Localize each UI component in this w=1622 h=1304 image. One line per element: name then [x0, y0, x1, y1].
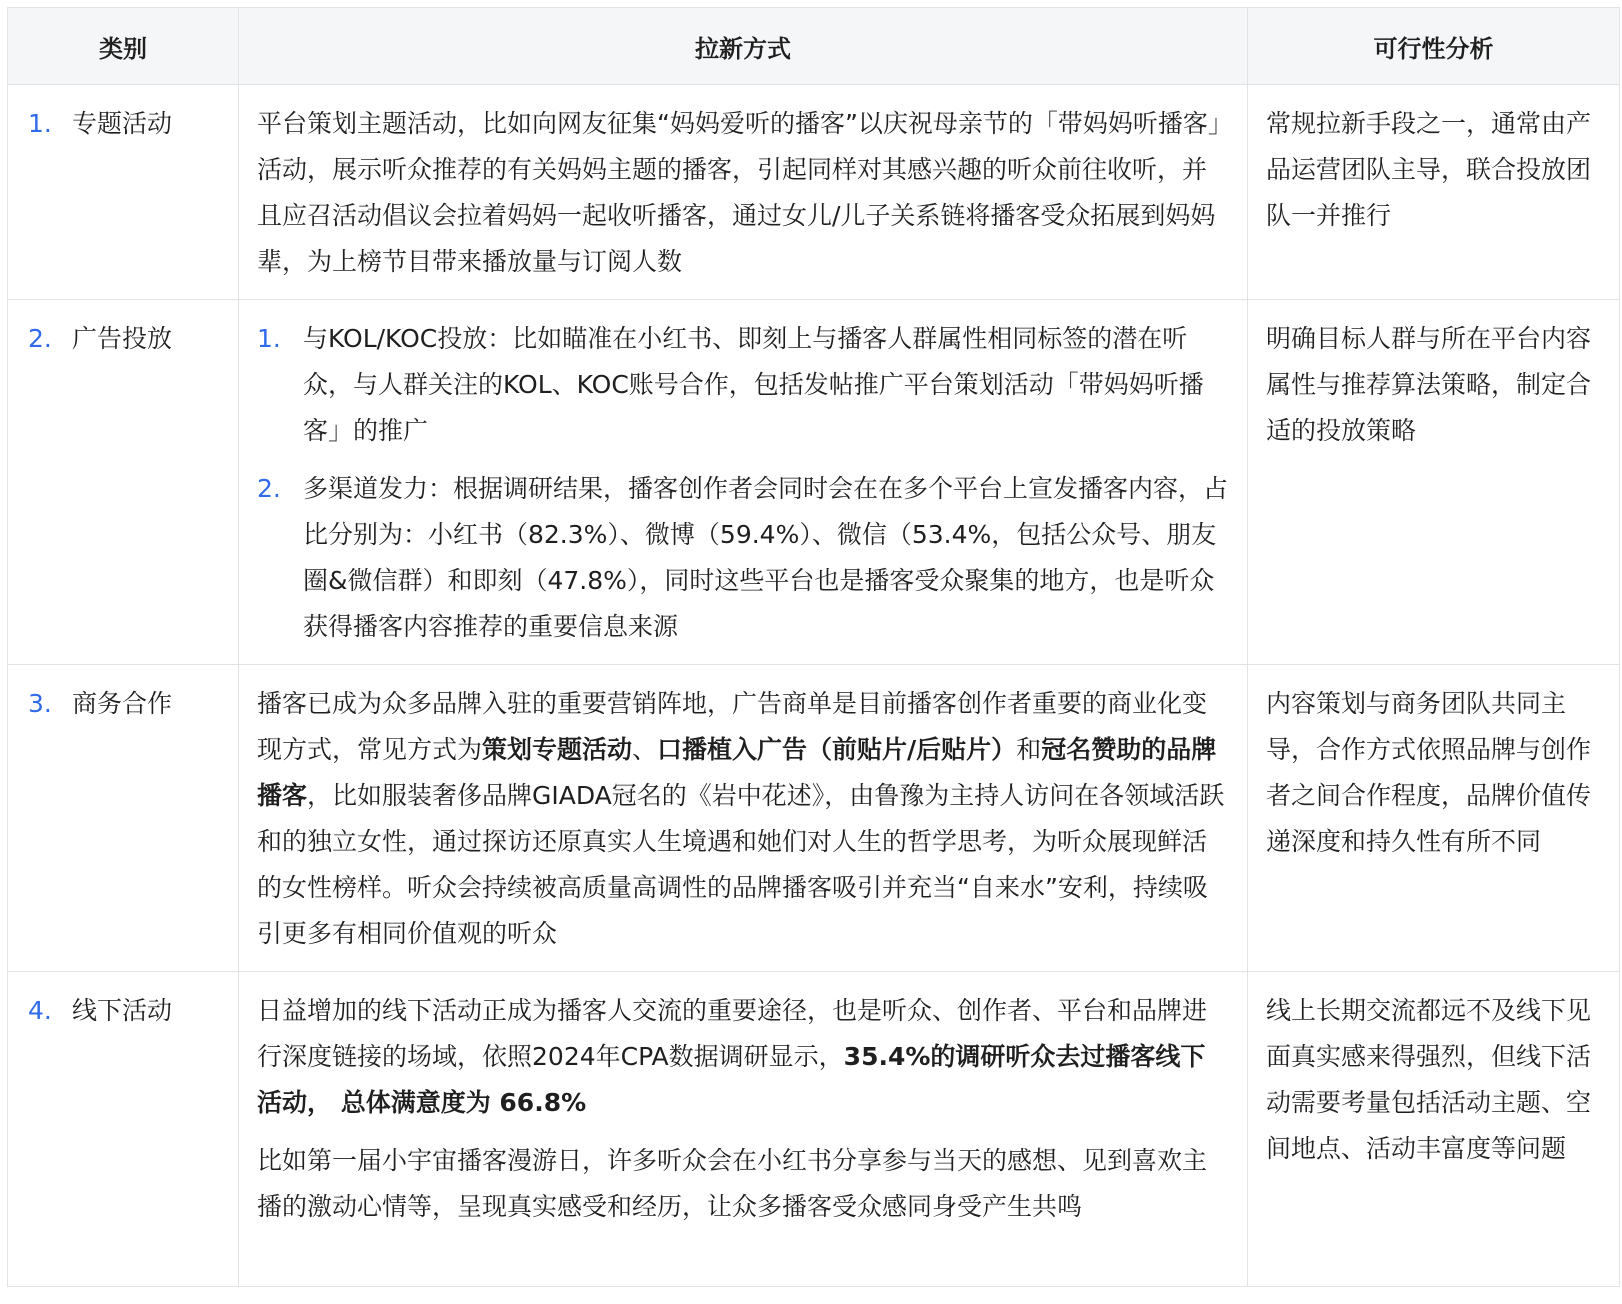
category-cell [8, 972, 239, 1287]
method-text-part: 播客已成为众多品牌入驻的重要营销阵地，广告商单是目前播客创作者重要的商业化变现方式，常见方式为 [257, 689, 1208, 764]
method-cell [239, 300, 1248, 665]
feasibility-cell [1248, 972, 1620, 1287]
sub-list-item [257, 316, 1229, 454]
feasibility-cell [1248, 300, 1620, 665]
method-paragraph: 比如第一届小宇宙播客漫游日，许多听众会在小红书分享参与当天的感想、见到喜欢主播的激动心情等，呈现真实感受和经历，让众多播客受众感同身受产生共鸣 [257, 1146, 1208, 1221]
feasibility-text: 内容策划与商务团队共同主导，合作方式依照品牌与创作者之间合作程度，品牌价值传递深度和持久性有所不同 [1266, 689, 1592, 856]
method-text-part: 、 [632, 735, 658, 764]
feasibility-cell [1248, 665, 1620, 972]
method-text-part: 和 [1016, 735, 1042, 764]
category-cell [8, 85, 239, 300]
header-category: 类别 [8, 8, 239, 85]
feasibility-text: 线上长期交流都远不及线下见面真实感来得强烈，但线下活动需要考量包括活动主题、空间地点、活动丰富度等问题 [1266, 996, 1592, 1163]
sub-item-number: 1. [257, 324, 281, 353]
table-row [8, 300, 1620, 665]
category-label: 商务合作 [72, 689, 173, 718]
method-text: 平台策划主题活动，比如向网友征集“妈妈爱听的播客”以庆祝母亲节的「带妈妈听播客」活动，展示听众推荐的有关妈妈主题的播客，引起同样对其感兴趣的听众前往收听，并且应召活动倡议会拉着妈妈一起收听播客，通过女儿/儿子关系链将播客受众拓展到妈妈辈，为上榜节目带来播放量与订阅人数 [257, 109, 1221, 276]
table-row [8, 972, 1620, 1287]
method-cell [239, 972, 1248, 1287]
feasibility-text: 常规拉新手段之一，通常由产品运营团队主导，联合投放团队一并推行 [1266, 109, 1592, 230]
table-row [8, 665, 1620, 972]
sub-item-number: 2. [257, 474, 281, 503]
row-number: 2. [28, 324, 52, 353]
header-feasibility: 可行性分析 [1248, 8, 1620, 85]
method-bold-survey-stat: 35.4%的调研听众去过播客线下活动， 总体满意度为 66.8% [257, 1042, 1206, 1117]
category-cell [8, 665, 239, 972]
method-text-part: ，比如服装奢侈品牌GIADA冠名的《岩中花述》，由鲁豫为主持人访问在各领域活跃和的独立女性，通过探访还原真实人生境遇和她们对人生的哲学思考，为听众展现鲜活的女性榜样。听众会持续被高质量高调性的品牌播客吸引并充当“自来水”安利，持续吸引更多有相同价值观的听众 [257, 781, 1225, 948]
row-number: 3. [28, 689, 52, 718]
method-cell [239, 665, 1248, 972]
row-number: 1. [28, 109, 52, 138]
sub-item-text: 与KOL/KOC投放：比如瞄准在小红书、即刻上与播客人群属性相同标签的潜在听众，与人群关注的KOL、KOC账号合作，包括发帖推广平台策划活动「带妈妈听播客」的推广 [303, 324, 1204, 445]
category-label: 广告投放 [72, 324, 173, 353]
feasibility-cell [1248, 85, 1620, 300]
sub-item-text: 多渠道发力：根据调研结果，播客创作者会同时会在在多个平台上宣发播客内容，占比分别为：小红书（82.3%）、微博（59.4%）、微信（53.4%，包括公众号、朋友圈&微信群）和即刻（47.8%），同时这些平台也是播客受众聚集的地方，也是听众获得播客内容推荐的重要信息来源 [303, 474, 1229, 641]
strategy-table [7, 7, 1620, 1287]
feasibility-text: 明确目标人群与所在平台内容属性与推荐算法策略，制定合适的投放策略 [1266, 324, 1592, 445]
row-number: 4. [28, 996, 52, 1025]
table-row [8, 85, 1620, 300]
category-label: 专题活动 [72, 109, 173, 138]
table-header-row [8, 8, 1620, 85]
method-text-part: 日益增加的线下活动正成为播客人交流的重要途径，也是听众、创作者、平台和品牌进行深度链接的场域，依照2024年CPA数据调研显示， [257, 996, 1208, 1071]
sub-list-item [257, 466, 1229, 650]
category-cell [8, 300, 239, 665]
method-text [257, 681, 1229, 957]
strategy-table-container [7, 7, 1619, 1287]
method-bold-sponsored: 冠名赞助的品牌播客 [257, 735, 1217, 810]
method-bold-ad-insert: 口播植入广告（前贴片/后贴片） [657, 735, 1017, 764]
category-label: 线下活动 [72, 996, 173, 1025]
header-method: 拉新方式 [239, 8, 1248, 85]
method-bold-planning: 策划专题活动 [482, 735, 633, 764]
method-paragraph [257, 988, 1229, 1126]
method-cell [239, 85, 1248, 300]
